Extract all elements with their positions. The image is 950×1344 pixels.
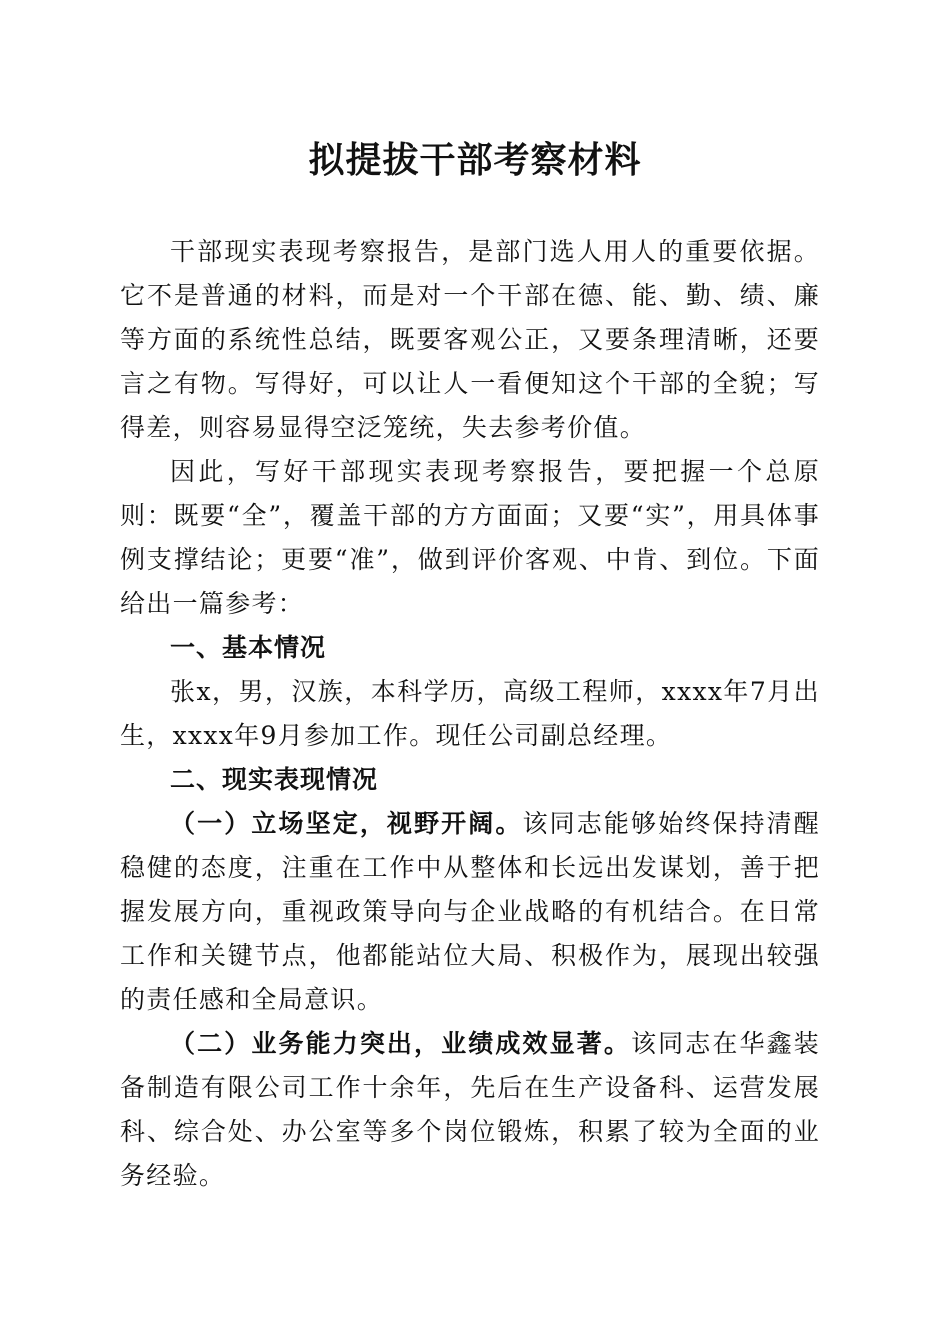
document-title: 拟提拔干部考察材料 [308, 139, 642, 181]
intro-paragraph-1: 干部现实表现考察报告，是部门选人用人的重要依据。它不是普通的材料，而是对一个干部在德、能、勤、绩、廉等方面的系统性总结，既要客观公正，又要条理清晰，还要言之有物。写得好，可以让人一看便知这个干部的全貌；写得差，则容易显得空泛笼统，失去参考价值。 [120, 237, 820, 442]
performance-item-2 [120, 1022, 820, 1198]
performance-item-2-lead: （二）业务能力突出，业绩成效显著。 [170, 1029, 631, 1058]
intro-paragraph-2: 因此，写好干部现实表现考察报告，要把握一个总原则：既要“全”，覆盖干部的方方面面；又要“实”，用具体事例支撑结论；更要“准”，做到评价客观、中肯、到位。下面给出一篇参考： [120, 457, 820, 618]
basic-info-paragraph: 张x，男，汉族，本科学历，高级工程师，xxxx年7月出生，xxxx年9月参加工作。现任公司副总经理。 [120, 677, 820, 750]
performance-item-1-lead: （一）立场坚定，视野开阔。 [170, 809, 523, 838]
section-heading-performance: 二、现实表现情况 [170, 765, 379, 794]
performance-item-2-text: 该同志在华鑫装备制造有限公司工作十余年，先后在生产设备科、运营发展科、综合处、办公室等多个岗位锻炼，积累了较为全面的业务经验。 [120, 1029, 820, 1190]
performance-item-1 [120, 802, 820, 1022]
section-heading-basic-info: 一、基本情况 [170, 633, 327, 662]
document-body [120, 230, 820, 1198]
performance-item-1-text: 该同志能够始终保持清醒稳健的态度，注重在工作中从整体和长远出发谋划，善于把握发展方向，重视政策导向与企业战略的有机结合。在日常工作和关键节点，他都能站位大局、积极作为，展现出较强的责任感和全局意识。 [120, 809, 820, 1014]
